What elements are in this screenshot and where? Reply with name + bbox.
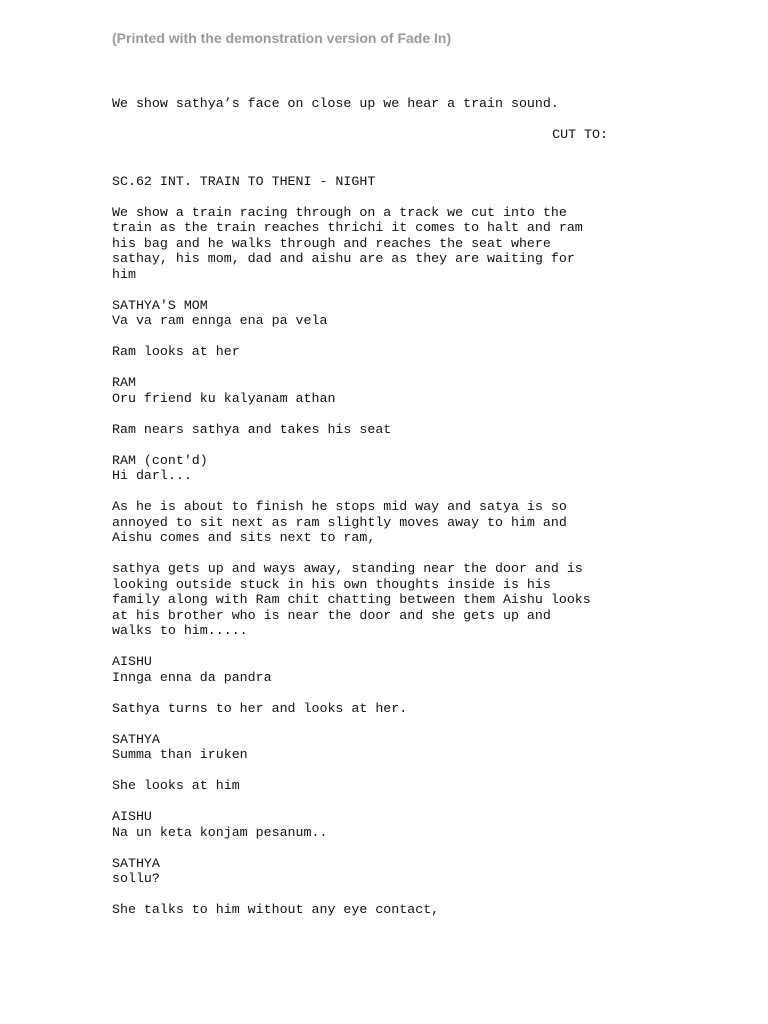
character-name: SATHYA (112, 855, 160, 871)
action-line: We show sathya’s face on close up we hear a train sound. (112, 96, 559, 111)
dialogue-line: Innga enna da pandra (112, 669, 272, 685)
action-line: Ram nears sathya and takes his seat (112, 421, 392, 437)
character-name: RAM (cont'd) (112, 452, 208, 468)
action-line: Sathya turns to her and looks at her. (112, 700, 408, 716)
character-name: SATHYA'S MOM (112, 297, 208, 313)
character-name: RAM (112, 375, 136, 390)
dialogue-line: Hi darl... (112, 468, 192, 483)
action-line: sathya gets up and ways away, standing near the door and is looking outside stuck in his own thoughts inside is his family along with Ram chit chatting between them Aishu looks at his brother who is near the door and she gets up and walks to him..... (112, 561, 591, 638)
action-line: As he is about to finish he stops mid way and satya is so annoyed to sit next as ram slightly moves away to him and Aishu comes and sits next to ram, (112, 499, 567, 545)
dialogue-line: sollu? (112, 871, 160, 886)
action-line: We show a train racing through on a track we cut into the train as the train reaches thrichi it comes to halt and ram his bag and he walks through and reaches the seat where sathay, his mom, dad and aishu are as they are waiting for him (112, 204, 583, 282)
action-line: Ram looks at her (112, 344, 240, 359)
action-line: She looks at him (112, 778, 240, 793)
screenplay-page (112, 96, 672, 918)
demo-watermark: (Printed with the demonstration version of Fade In) (112, 30, 452, 46)
dialogue-line: Va va ram ennga ena pa vela (112, 313, 328, 328)
dialogue-line: Summa than iruken (112, 747, 248, 762)
scene-heading: SC.62 INT. TRAIN TO THENI - NIGHT (112, 173, 376, 189)
character-name: AISHU (112, 654, 152, 669)
character-name: AISHU (112, 809, 152, 824)
transition-line: CUT TO: (552, 127, 608, 142)
dialogue-line: Oru friend ku kalyanam athan (112, 390, 336, 406)
character-name: SATHYA (112, 731, 160, 747)
dialogue-line: Na un keta konjam pesanum.. (112, 824, 328, 840)
action-line: She talks to him without any eye contact, (112, 902, 440, 917)
